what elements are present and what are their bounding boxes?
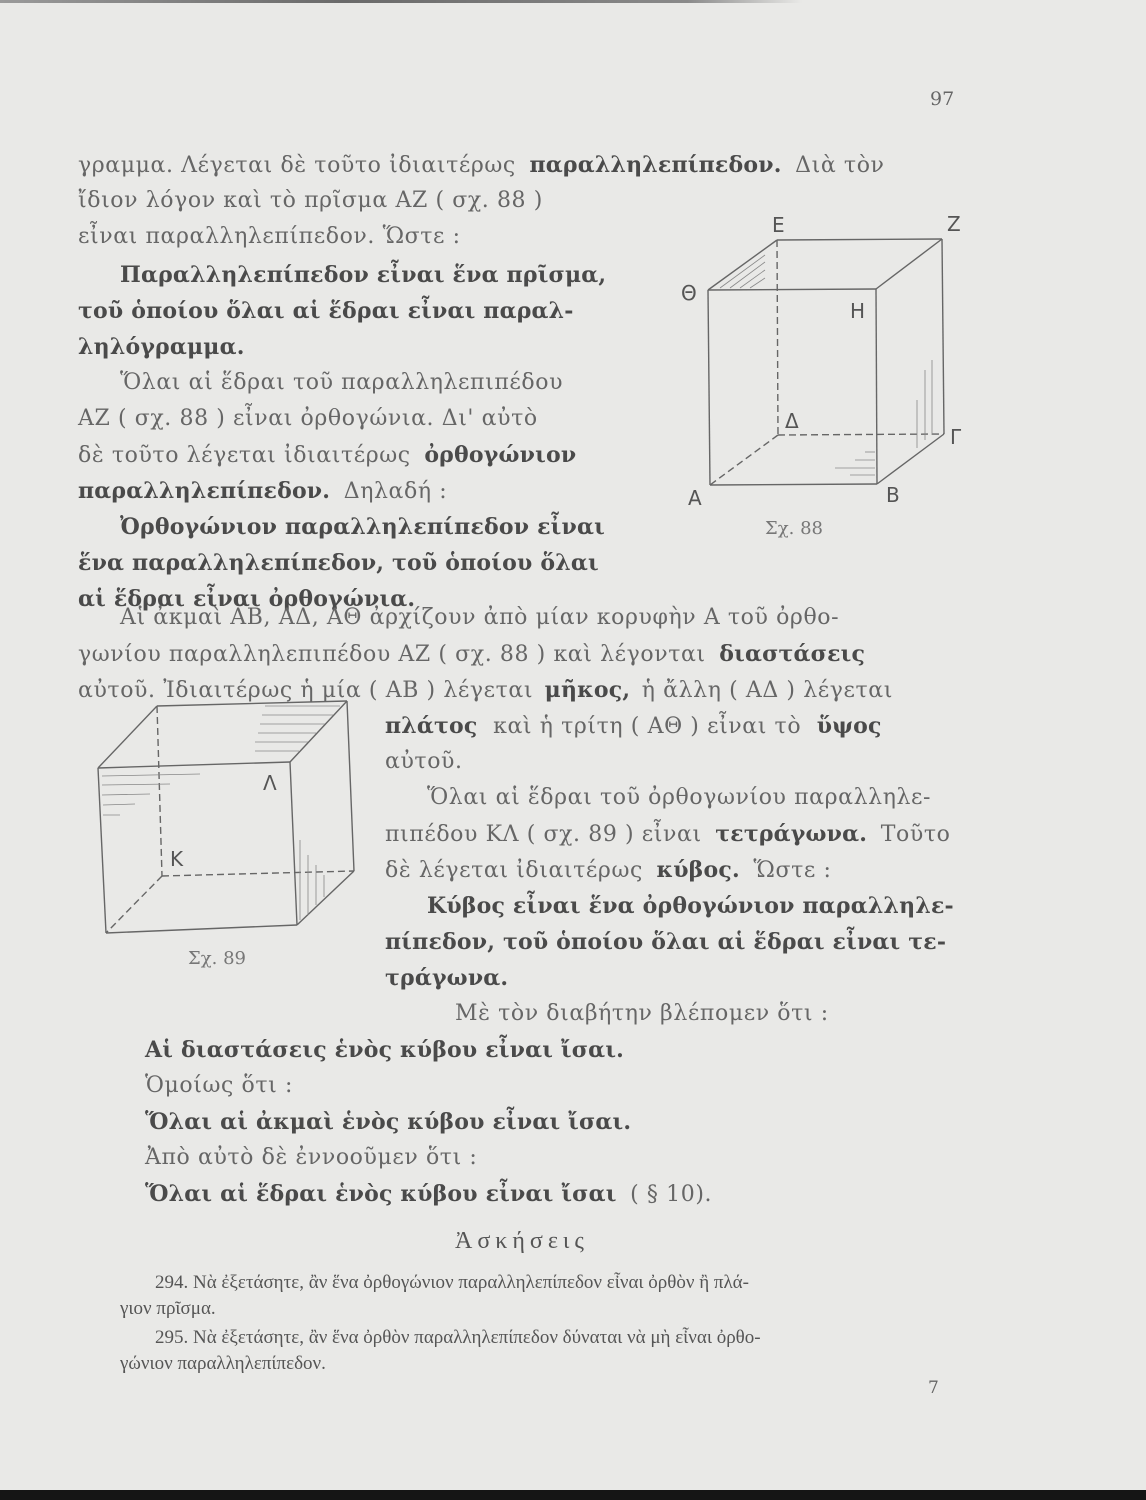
text-span: Ὥστε : [753,858,832,883]
definition-line: Κύβος εἶναι ἕνα ὀρθογώνιον παραλληλε- [427,893,954,919]
text-line [385,713,882,739]
definition-line: τοῦ ὁποίου ὅλαι αἱ ἕδραι εἶναι παραλ- [78,298,574,324]
definition-line: ληλόγραμμα. [78,334,245,360]
definition-line: πίπεδον, τοῦ ὁποίου ὅλαι αἱ ἕδραι εἶναι τε- [385,929,947,955]
exercise-295-line2: γώνιον παραλληλεπίπεδον. [120,1353,326,1374]
fact-line: Ὅλαι αἱ ἀκμαὶ ἑνὸς κύβου εἶναι ἴσαι. [145,1109,632,1135]
vertex-label-Gamma: Γ [950,425,962,449]
text-span: αὐτοῦ. Ἰδιαιτέρως ἡ μία ( ΑΒ ) λέγεται [78,678,534,703]
scan-bottom-edge [0,1490,1146,1500]
text-span: Διὰ τὸν [795,153,885,178]
text-line [385,821,950,847]
bold-term: τετράγωνα. [715,821,868,847]
exercise-295-line1: 295. Νὰ ἐξετάσητε, ἂν ἕνα ὀρθὸν παραλληλεπίπεδον δύναται νὰ μὴ εἶναι ὀρθο- [155,1327,761,1348]
vertex-label-K: Κ [170,847,184,871]
exercise-294-line2: γιον πρῖσμα. [120,1298,216,1319]
bold-term: ὕψος [816,713,882,739]
bold-term: ὀρθογώνιον [424,442,577,468]
figure-89-cube [90,690,380,950]
text-line [78,478,447,504]
text-line [385,857,831,883]
text-line: Ὁμοίως ὅτι : [145,1073,293,1098]
text-line: αὐτοῦ. [385,749,463,774]
vertex-label-E: Ε [772,213,785,237]
text-span: δὲ λέγεται ἰδιαιτέρως [385,858,643,883]
text-line: Αἱ ἀκμαὶ ΑΒ, ΑΔ, ΑΘ ἀρχίζουν ἀπὸ μίαν κορυφὴν Α τοῦ ὀρθο- [120,605,840,630]
figure-89-caption: Σχ. 89 [188,948,246,969]
vertex-label-H: Η [850,299,866,323]
definition-line: τράγωνα. [385,965,509,991]
bold-term: μῆκος, [544,677,631,703]
fact-line [145,1181,712,1207]
text-span: ἡ ἄλλη ( ΑΔ ) λέγεται [641,678,893,703]
bold-term: διαστάσεις [719,641,866,667]
text-span: πιπέδου ΚΛ ( σχ. 89 ) εἶναι [385,822,702,847]
text-line [78,641,865,667]
text-line: ΑΖ ( σχ. 88 ) εἶναι ὀρθογώνια. Δι' αὐτὸ [78,406,538,431]
vertex-label-Theta: Θ [681,281,697,305]
vertex-label-Delta: Δ [785,409,799,433]
text-line [78,152,885,178]
fact-line: Αἱ διαστάσεις ἑνὸς κύβου εἶναι ἴσαι. [145,1037,625,1063]
bold-term: Ὅλαι αἱ ἕδραι ἑνὸς κύβου εἶναι ἴσαι [145,1181,617,1207]
text-line: Μὲ τὸν διαβήτην βλέπομεν ὅτι : [455,1001,829,1026]
text-line: ἴδιον λόγον καὶ τὸ πρῖσμα ΑΖ ( σχ. 88 ) [78,188,543,213]
figure-88-cuboid [640,200,980,540]
text-line: Ἀπὸ αὐτὸ δὲ ἐννοοῦμεν ὅτι : [145,1145,478,1170]
text-span: Τοῦτο [880,822,951,847]
exercise-294-line1: 294. Νὰ ἐξετάσητε, ἂν ἕνα ὀρθογώνιον παραλληλεπίπεδον εἶναι ὀρθὸν ἢ πλά- [155,1272,749,1293]
definition-line: Ὀρθογώνιον παραλληλεπίπεδον εἶναι [120,514,605,540]
text-span: γωνίου παραλληλεπιπέδου ΑΖ ( σχ. 88 ) καὶ λέγονται [78,642,706,667]
vertex-label-Z: Ζ [947,212,961,236]
figure-88-caption: Σχ. 88 [765,518,823,539]
text-line [78,442,576,468]
section-reference: ( § 10). [630,1182,713,1207]
vertex-label-Lambda: Λ [263,771,277,795]
scan-top-edge [0,0,1146,3]
text-line: εἶναι παραλληλεπίπεδον. Ὥστε : [78,224,461,249]
definition-line: ἕνα παραλληλεπίπεδον, τοῦ ὁποίου ὅλαι [78,550,599,576]
vertex-label-A: Α [688,486,702,510]
text-span: δὲ τοῦτο λέγεται ἰδιαιτέρως [78,443,411,468]
text-line: Ὅλαι αἱ ἕδραι τοῦ παραλληλεπιπέδου [120,370,564,395]
definition-line: Παραλληλεπίπεδον εἶναι ἕνα πρῖσμα, [120,262,607,288]
bold-term: πλάτος [385,713,478,739]
text-line: Ὅλαι αἱ ἕδραι τοῦ ὀρθογωνίου παραλληλε- [427,785,932,810]
page-number: 97 [930,88,955,110]
text-span: Δηλαδή : [343,479,448,504]
bold-term: κύβος. [656,857,740,883]
vertex-label-B: Β [886,483,900,507]
bold-term: παραλληλεπίπεδον. [529,152,782,178]
definition-line: αἱ ἕδραι εἶναι ὀρθογώνια. [78,586,416,612]
text-span: καὶ ἡ τρίτη ( ΑΘ ) εἶναι τὸ [493,714,802,739]
text-span: γραμμα. Λέγεται δὲ τοῦτο ἰδιαιτέρως [78,153,516,178]
bold-term: παραλληλεπίπεδον. [78,478,331,504]
signature-mark: 7 [928,1378,939,1398]
exercises-heading: Ἀσκήσεις [455,1228,589,1254]
